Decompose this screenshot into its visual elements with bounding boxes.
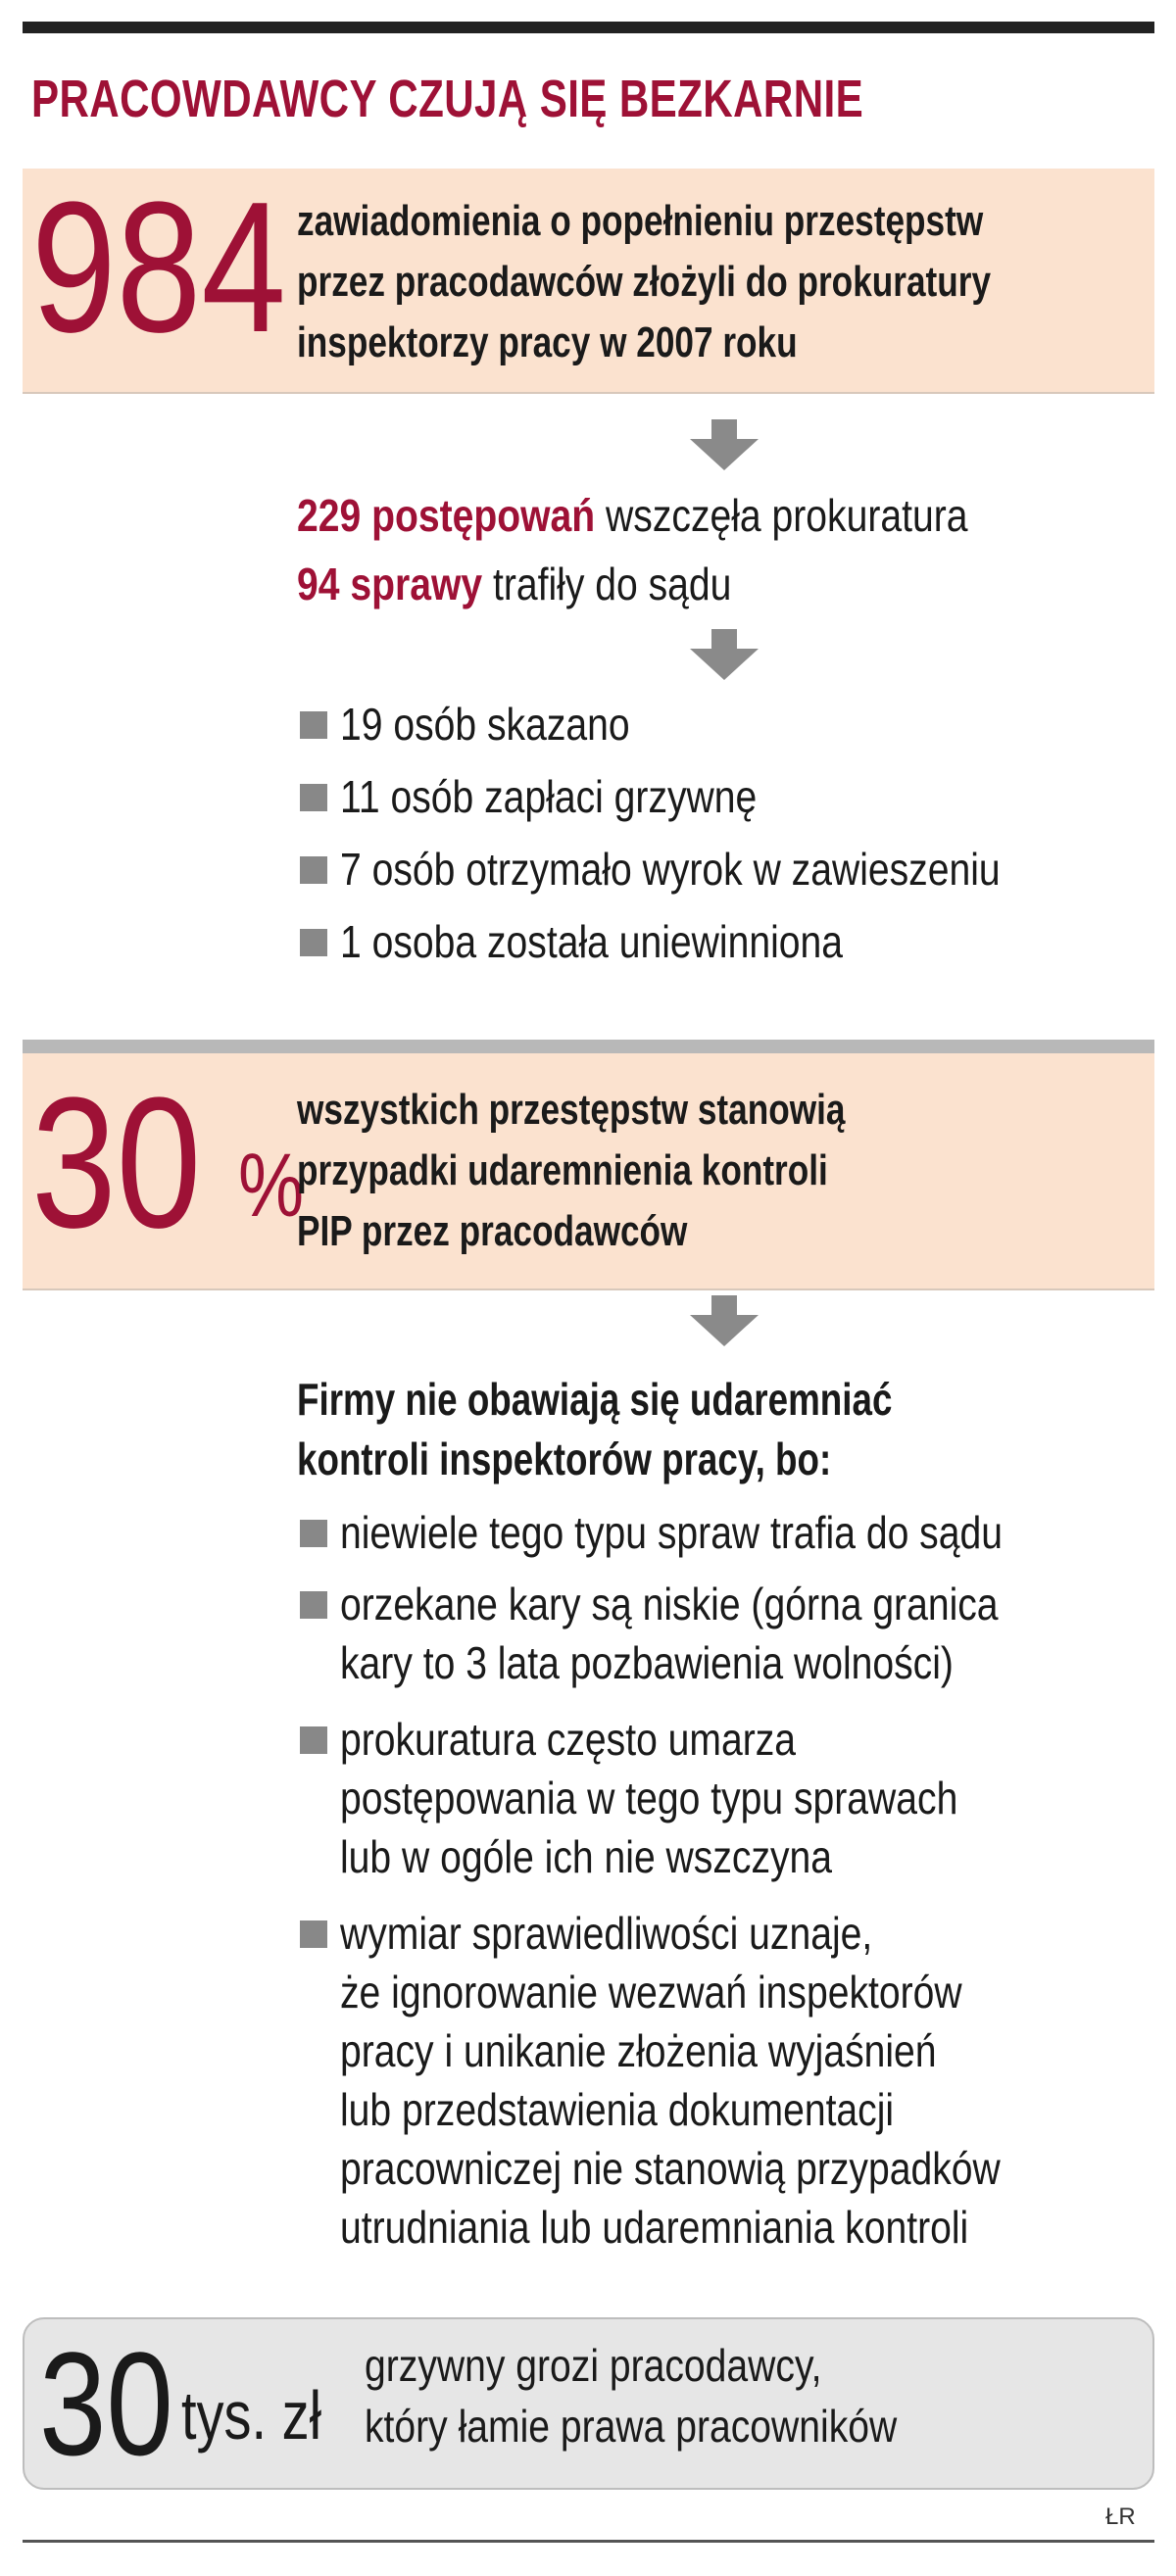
prosecution-line [297, 486, 967, 545]
section1-line-3: inspektorzy pracy w 2007 roku [297, 318, 798, 366]
reason-item-3-line-1: prokuratura często umarza [340, 1714, 797, 1765]
court-count: 94 sprawy [297, 559, 483, 609]
court-line [297, 555, 731, 613]
reason-item-2-line-1: orzekane kary są niskie (górna granica [340, 1579, 999, 1629]
reason-item-3-line-2: postępowania w tego typu sprawach [340, 1773, 958, 1823]
arrow-down-icon [690, 1295, 759, 1346]
bullet-square-icon [300, 929, 327, 956]
section2-line-2: przypadki udaremnienia kontroli [297, 1146, 828, 1194]
section1-line-1: zawiadomienia o popełnieniu przestępstw [297, 197, 984, 245]
big-number-30: 30 [31, 1059, 202, 1267]
bullet-square-icon [300, 856, 327, 884]
reason-item-4-line-1: wymiar sprawiedliwości uznaje, [340, 1908, 873, 1959]
reasons-heading-line-2: kontroli inspektorów pracy, bo: [297, 1434, 832, 1484]
bullet-square-icon [300, 1726, 327, 1754]
top-rule [23, 22, 1154, 33]
section-divider [23, 1040, 1154, 1053]
bottom-rule [23, 2540, 1154, 2543]
prosecution-text: wszczęła prokuratura [595, 490, 968, 541]
fine-unit: tys. zł [181, 2377, 322, 2454]
section1-line-2: przez pracodawców złożyli do prokuratury [297, 258, 992, 306]
reason-item-4-line-4: lub przedstawienia dokumentacji [340, 2084, 895, 2135]
fine-number: 30 [39, 2321, 173, 2486]
outcome-item: 11 osób zapłaci grzywnę [340, 771, 758, 822]
reason-item-4-line-2: że ignorowanie wezwań inspektorów [340, 1967, 962, 2017]
percent-sign: % [238, 1136, 305, 1236]
section2-line-3: PIP przez pracodawców [297, 1207, 688, 1255]
author-credit: ŁR [1105, 2503, 1136, 2530]
page-title: PRACOWDAWCY CZUJĄ SIĘ BEZKARNIE [31, 70, 864, 128]
bullet-square-icon [300, 711, 327, 739]
section2-line-1: wszystkich przestępstw stanowią [297, 1086, 846, 1134]
outcome-item: 1 osoba została uniewinniona [340, 916, 844, 967]
court-text: trafiły do sądu [482, 559, 732, 609]
reason-item-4-line-5: pracowniczej nie stanowią przypadków [340, 2143, 1001, 2194]
reason-item-1: niewiele tego typu spraw trafia do sądu [340, 1507, 1003, 1558]
arrow-down-icon [690, 629, 759, 680]
prosecution-count: 229 postępowań [297, 490, 596, 541]
bullet-square-icon [300, 1591, 327, 1619]
bullet-square-icon [300, 1520, 327, 1547]
bullet-square-icon [300, 784, 327, 811]
fine-text-line-1: grzywny grozi pracodawcy, [365, 2340, 822, 2391]
reason-item-4-line-3: pracy i unikanie złożenia wyjaśnień [340, 2025, 937, 2076]
reason-item-4-line-6: utrudniania lub udaremniania kontroli [340, 2202, 969, 2253]
big-number-984: 984 [31, 164, 286, 371]
section1-underline [23, 392, 1154, 394]
fine-text-line-2: który łamie prawa pracowników [365, 2401, 898, 2452]
outcome-item: 19 osób skazano [340, 699, 630, 750]
section2-underline [23, 1288, 1154, 1290]
reason-item-3-line-3: lub w ogóle ich nie wszczyna [340, 1831, 833, 1882]
outcome-item: 7 osób otrzymało wyrok w zawieszeniu [340, 844, 1001, 895]
reasons-heading-line-1: Firmy nie obawiają się udaremniać [297, 1374, 893, 1425]
arrow-down-icon [690, 419, 759, 470]
reason-item-2-line-2: kary to 3 lata pozbawienia wolności) [340, 1637, 954, 1688]
bullet-square-icon [300, 1920, 327, 1948]
